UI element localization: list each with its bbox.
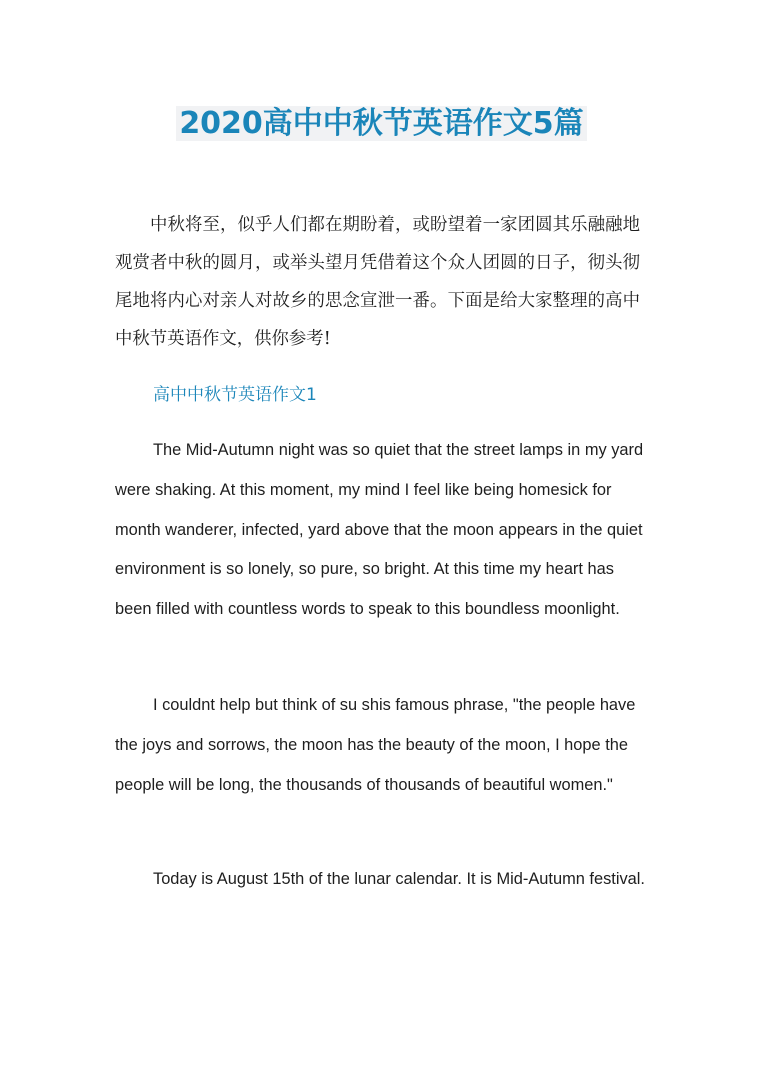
essay-paragraph: The Mid-Autumn night was so quiet that the street lamps in my yard were shaking. At this moment, my mind I feel like being homesick for month wanderer, infected, yard above that the moon appears in the quiet environment is so lonely, so pure, so bright. At this time my heart has been filled with countless words to speak to this boundless moonlight. xyxy=(115,441,644,619)
intro-paragraph: 中秋将至，似乎人们都在期盼着，或盼望着一家团圆其乐融融地观赏者中秋的圆月，或举头望月凭借着这个众人团圆的日子，彻头彻尾地将内心对亲人对故乡的思念宣泄一番。下面是给大家整理的高中中秋节英语作文，供你参考! xyxy=(115,215,640,349)
document-title xyxy=(0,98,763,150)
essay-paragraph: I couldnt help but think of su shis famous phrase, "the people have the joys and sorrows, the moon has the beauty of the moon, I hope the people will be long, the thousands of thousands of beautiful women." xyxy=(115,696,636,794)
section-heading: 高中中秋节英语作文1 xyxy=(153,385,317,405)
essay-paragraph: Today is August 15th of the lunar calendar. It is Mid-Autumn festival. xyxy=(153,870,645,888)
document-title-text: 2020高中中秋节英语作文5篇 xyxy=(176,106,586,141)
